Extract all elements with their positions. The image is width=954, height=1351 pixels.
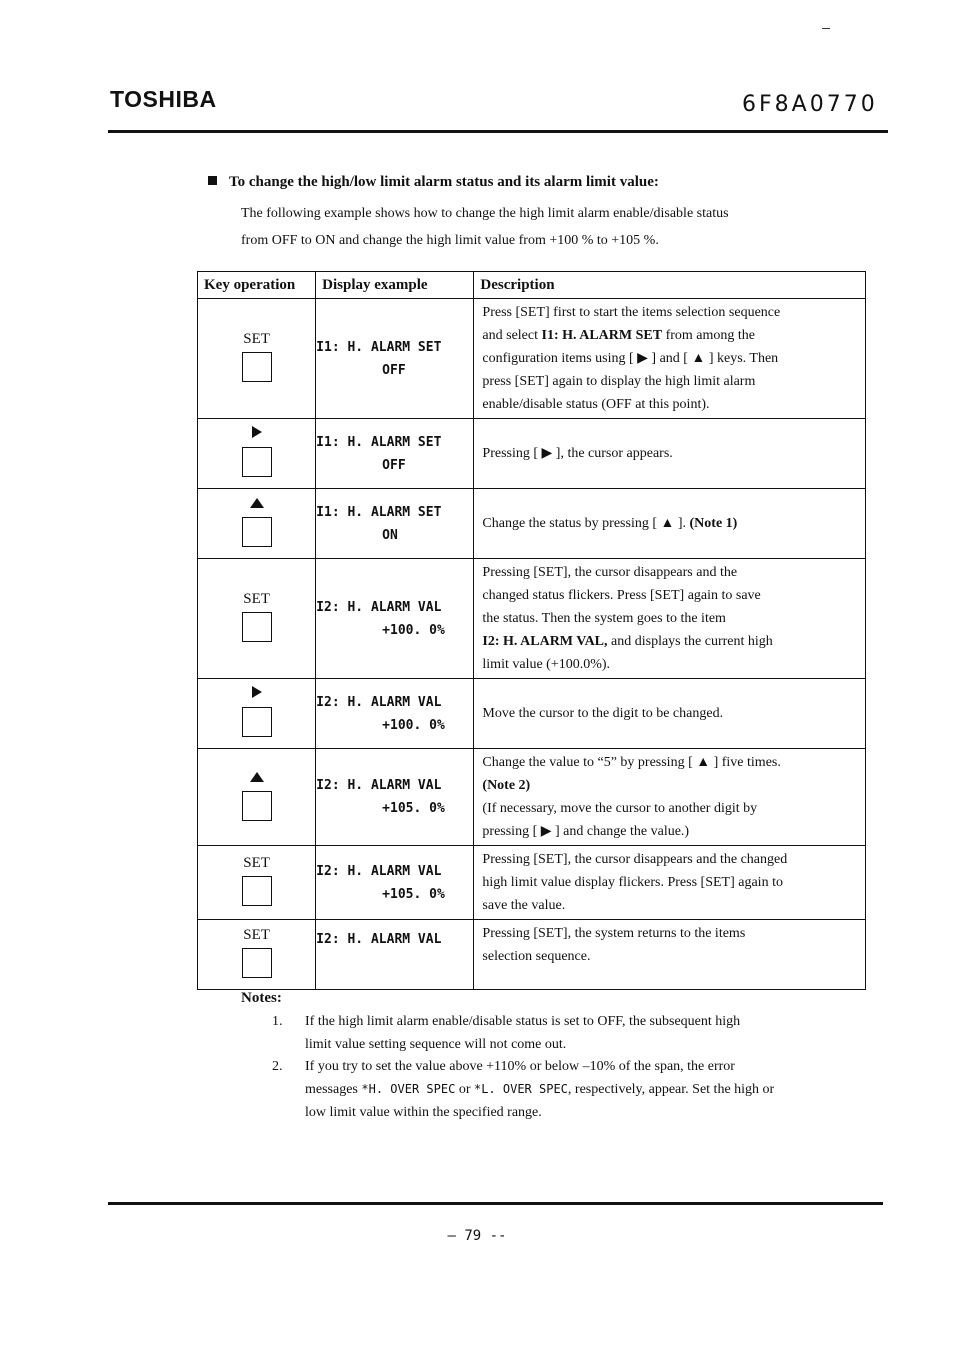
table-row (198, 846, 866, 920)
table-row (198, 489, 866, 559)
display-cell (316, 679, 474, 749)
note-item (272, 1055, 865, 1124)
desc-item-name: I1: H. ALARM SET (541, 328, 663, 343)
desc-text: enable/disable status (OFF at this point). (482, 397, 710, 412)
display-line: I1: H. ALARM SET (316, 504, 442, 520)
display-line: I2: H. ALARM VAL (316, 778, 442, 793)
key-operation-table (197, 271, 866, 990)
desc-text: Pressing [SET], the cursor disappears and the (482, 565, 738, 580)
note-reference: (Note 1) (689, 516, 738, 531)
note-item (272, 1010, 865, 1056)
note-number: 2. (272, 1059, 283, 1074)
set-key-icon (242, 612, 272, 642)
table-row (198, 749, 866, 846)
description-cell (474, 489, 866, 559)
table-header-row (198, 272, 866, 299)
key-cell (198, 920, 316, 990)
key-cell (198, 679, 316, 749)
display-line: I2: H. ALARM VAL (316, 863, 442, 879)
desc-text: configuration items using [ ▶ ] and [ ▲ ] keys. Then (482, 351, 779, 366)
display-value: OFF (382, 457, 406, 473)
key-cell (198, 846, 316, 920)
desc-text: Change the status by pressing [ ▲ ]. (482, 516, 690, 531)
desc-text: from among the (662, 328, 755, 343)
display-value: +105. 0% (382, 801, 445, 816)
desc-text: save the value. (482, 898, 566, 913)
error-message-low: *L. OVER SPEC (473, 1082, 568, 1096)
description-cell (474, 299, 866, 419)
desc-text: and select (482, 328, 542, 343)
display-line: I2: H. ALARM VAL (316, 694, 442, 710)
note-line: , respectively, appear. Set the high or (567, 1082, 775, 1097)
description-cell (474, 846, 866, 920)
desc-text: selection sequence. (482, 949, 591, 964)
desc-text: Press [SET] first to start the items selection sequence (482, 305, 781, 320)
key-cell (198, 489, 316, 559)
up-arrow-key-icon (242, 517, 272, 547)
display-cell (316, 559, 474, 679)
right-arrow-icon (252, 426, 262, 438)
top-mark (822, 28, 830, 29)
page-number: — 79 -- (447, 1228, 507, 1244)
brand-logo: TOSHIBA (110, 86, 217, 112)
desc-text: Move the cursor to the digit to be changed. (482, 706, 724, 721)
table-row (198, 299, 866, 419)
key-cell (198, 559, 316, 679)
key-label: SET (243, 927, 270, 943)
set-key-icon (242, 948, 272, 978)
table-row (198, 559, 866, 679)
note-line: If the high limit alarm enable/disable status is set to OFF, the subsequent high (305, 1014, 741, 1029)
display-line: I1: H. ALARM SET (316, 434, 442, 450)
description-cell (474, 679, 866, 749)
table-row (198, 920, 866, 990)
desc-text: and displays the current high (607, 634, 773, 649)
bullet-icon (208, 176, 217, 185)
error-message-high: *H. OVER SPEC (361, 1082, 456, 1096)
section-title-text: To change the high/low limit alarm status and its alarm limit value: (229, 174, 659, 190)
key-label: SET (243, 855, 270, 871)
key-cell (198, 299, 316, 419)
header-description: Description (474, 272, 866, 299)
desc-text: Change the value to “5” by pressing [ ▲ ] five times. (482, 755, 781, 770)
display-line: I1: H. ALARM SET (316, 339, 442, 355)
display-cell (316, 489, 474, 559)
desc-text: high limit value display flickers. Press [SET] again to (482, 875, 783, 890)
header-key-operation: Key operation (198, 272, 316, 299)
description-cell (474, 419, 866, 489)
intro-line: The following example shows how to change the high limit alarm enable/disable status (241, 206, 729, 221)
desc-text: the status. Then the system goes to the item (482, 611, 726, 626)
key-label: SET (243, 591, 270, 607)
section-intro (241, 200, 841, 254)
description-cell (474, 920, 866, 990)
description-cell (474, 749, 866, 846)
table-row (198, 419, 866, 489)
set-key-icon (242, 352, 272, 382)
desc-text: changed status flickers. Press [SET] again to save (482, 588, 761, 603)
display-cell (316, 419, 474, 489)
desc-text: pressing [ ▶ ] and change the value.) (482, 824, 690, 839)
display-line: I2: H. ALARM VAL (316, 599, 442, 615)
note-number: 1. (272, 1014, 283, 1029)
desc-text: limit value (+100.0%). (482, 657, 611, 672)
display-cell (316, 920, 474, 990)
right-arrow-key-icon (242, 447, 272, 477)
right-arrow-key-icon (242, 707, 272, 737)
note-text (305, 1055, 865, 1124)
key-label: SET (243, 331, 270, 347)
display-cell (316, 299, 474, 419)
desc-text: Pressing [SET], the cursor disappears and the changed (482, 852, 788, 867)
intro-line: from OFF to ON and change the high limit value from +100 % to +105 %. (241, 233, 659, 248)
section-title (208, 174, 659, 191)
display-value: ON (382, 527, 398, 543)
note-line: low limit value within the specified range. (305, 1105, 542, 1120)
header-rule (108, 130, 888, 133)
key-cell (198, 749, 316, 846)
note-reference: (Note 2) (482, 778, 531, 793)
note-line: or (455, 1082, 474, 1097)
display-value: +105. 0% (382, 886, 445, 902)
note-line: messages (305, 1082, 362, 1097)
desc-text: Pressing [ ▶ ], the cursor appears. (482, 446, 673, 461)
up-arrow-icon (250, 772, 264, 782)
notes-title: Notes: (241, 990, 282, 1006)
key-cell (198, 419, 316, 489)
display-value: +100. 0% (382, 622, 445, 638)
set-key-icon (242, 876, 272, 906)
description-cell (474, 559, 866, 679)
up-arrow-icon (250, 498, 264, 508)
display-value: +100. 0% (382, 717, 445, 733)
up-arrow-key-icon (242, 791, 272, 821)
desc-item-name: I2: H. ALARM VAL, (482, 634, 608, 649)
table-row (198, 679, 866, 749)
header-display-example: Display example (316, 272, 474, 299)
desc-text: press [SET] again to display the high limit alarm (482, 374, 756, 389)
desc-text: (If necessary, move the cursor to another digit by (482, 801, 758, 816)
display-line: I2: H. ALARM VAL (316, 932, 442, 947)
note-line: limit value setting sequence will not come out. (305, 1037, 567, 1052)
display-value: OFF (382, 362, 406, 378)
display-cell (316, 749, 474, 846)
desc-text: Pressing [SET], the system returns to the items (482, 926, 746, 941)
right-arrow-icon (252, 686, 262, 698)
note-line: If you try to set the value above +110% or below –10% of the span, the error (305, 1059, 735, 1074)
display-cell (316, 846, 474, 920)
note-text (305, 1010, 865, 1056)
document-number: 6F8A0770 (742, 92, 878, 117)
footer-rule (108, 1202, 883, 1205)
